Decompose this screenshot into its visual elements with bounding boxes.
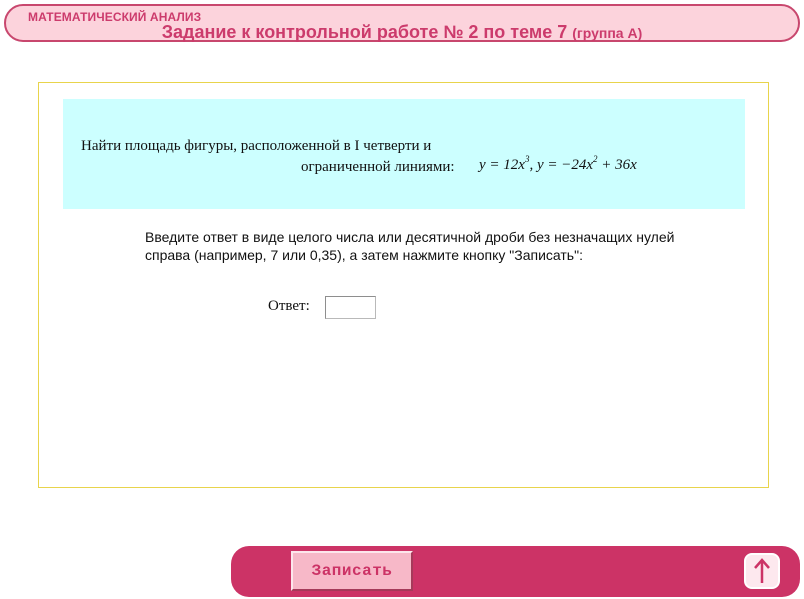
problem-formula — [479, 154, 637, 174]
problem-text-line2: ограниченной линиями: — [301, 159, 455, 175]
formula-exponent1: 3 — [524, 154, 530, 164]
instruction-line2: справа (например, 7 или 0,35), а затем нажмите кнопку "Записать": — [145, 247, 583, 263]
formula-part3: + 36x — [597, 157, 637, 173]
task-title — [6, 22, 798, 43]
formula-exponent2: 2 — [593, 154, 598, 164]
answer-label: Ответ: — [268, 298, 310, 314]
formula-part1: y = 12x — [479, 157, 525, 173]
problem-statement — [63, 99, 745, 209]
bottom-toolbar — [231, 546, 800, 597]
task-frame — [38, 82, 769, 488]
answer-input[interactable] — [325, 296, 376, 319]
instruction-line1: Введите ответ в виде целого числа или десятичной дроби без незначащих нулей — [145, 229, 675, 245]
subject-title: МАТЕМАТИЧЕСКИЙ АНАЛИЗ — [28, 10, 202, 24]
group-label: (группа А) — [572, 25, 643, 41]
formula-separator: , — [529, 157, 537, 173]
answer-instructions — [145, 228, 735, 264]
arrow-up-icon — [746, 555, 778, 587]
header-banner — [4, 4, 800, 42]
task-title-text: Задание к контрольной работе № 2 по теме 7 — [161, 22, 568, 42]
formula-part2: y = −24x — [536, 157, 593, 173]
scroll-up-button[interactable] — [744, 553, 780, 589]
problem-text-line1: Найти площадь фигуры, расположенной в I четверти и — [81, 138, 432, 154]
save-button[interactable]: Записать — [291, 551, 413, 591]
